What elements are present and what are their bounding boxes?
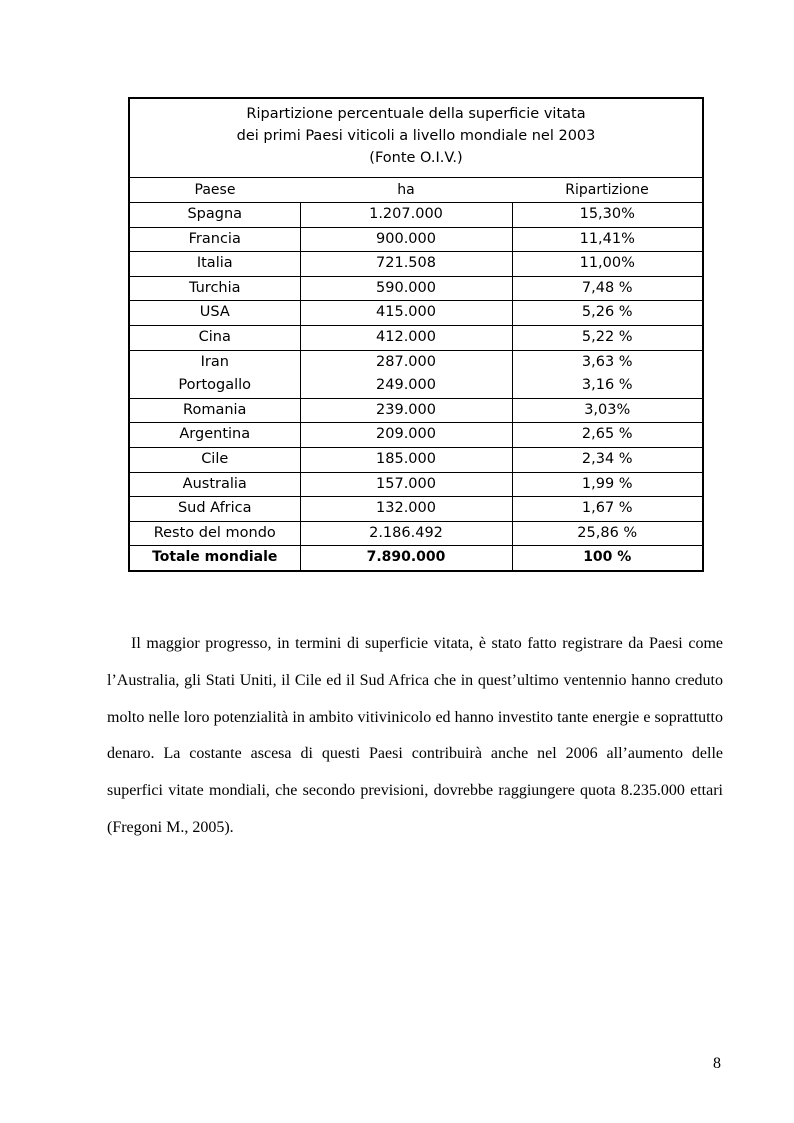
table-title [130, 99, 702, 178]
cell-paese: Spagna [130, 203, 300, 228]
table-row [130, 252, 702, 277]
cell-paese: USA [130, 301, 300, 326]
total-row [130, 546, 702, 570]
cell-ripartizione-group [512, 350, 702, 398]
cell-paese: Portogallo [178, 377, 252, 394]
cell-ha: 900.000 [300, 227, 512, 252]
cell-paese: Italia [130, 252, 300, 277]
cell-paese: Australia [130, 472, 300, 497]
cell-ripartizione: 2,65 % [512, 423, 702, 448]
body-paragraph: Il maggior progresso, in termini di superficie vitata, è stato fatto registrare da Paesi come l’Australia, gli Stati Uniti, il Cile ed il Sud Africa che in quest’ultimo ventennio hanno creduto molto nelle loro potenzialità in ambito vitivinicolo ed hanno investito tante energie e soprattutto denaro. La costante ascesa di questi Paesi contribuirà anche nel 2006 all’aumento delle superfici vitate mondiali, che secondo previsioni, dovrebbe raggiungere quota 8.235.000 ettari (Fregoni M., 2005). [107, 635, 723, 836]
table-row [130, 472, 702, 497]
table-row [130, 325, 702, 350]
cell-ripartizione: 11,41% [512, 227, 702, 252]
cell-ha: 132.000 [300, 497, 512, 522]
table-title-line-3: (Fonte O.I.V.) [369, 150, 463, 166]
cell-ripartizione: 3,16 % [581, 377, 633, 394]
cell-paese: Iran [200, 353, 229, 370]
cell-ha: 209.000 [300, 423, 512, 448]
page-number: 8 [713, 1055, 721, 1072]
cell-ripartizione: 1,99 % [512, 472, 702, 497]
cell-ripartizione: 1,67 % [512, 497, 702, 522]
cell-paese: Romania [130, 398, 300, 423]
table-row [130, 227, 702, 252]
cell-ha: 287.000 [376, 353, 436, 370]
table-row [130, 423, 702, 448]
vineyard-surface-table [128, 97, 704, 572]
cell-paese: Cina [130, 325, 300, 350]
cell-ripartizione: 25,86 % [512, 521, 702, 546]
cell-ripartizione: 7,48 % [512, 276, 702, 301]
cell-ha: 2.186.492 [300, 521, 512, 546]
total-ripartizione: 100 % [583, 549, 632, 566]
table-row [130, 398, 702, 423]
table-row [130, 497, 702, 522]
cell-ha: 721.508 [300, 252, 512, 277]
cell-ha: 412.000 [300, 325, 512, 350]
table-title-line-1: Ripartizione percentuale della superficie vitata [246, 106, 586, 122]
cell-ha: 415.000 [300, 301, 512, 326]
total-ha: 7.890.000 [300, 546, 512, 570]
header-paese: Paese [130, 178, 300, 203]
cell-paese: Cile [130, 447, 300, 472]
table-row [130, 447, 702, 472]
cell-paese: Resto del mondo [130, 521, 300, 546]
cell-ha: 239.000 [300, 398, 512, 423]
total-paese: Totale mondiale [130, 546, 300, 570]
cell-paese: Turchia [130, 276, 300, 301]
table-title-line-2: dei primi Paesi viticoli a livello mondiale nel 2003 [236, 128, 596, 144]
table-row [130, 276, 702, 301]
table-row [130, 521, 702, 546]
table-row [130, 301, 702, 326]
cell-ha: 1.207.000 [300, 203, 512, 228]
cell-paese: Sud Africa [130, 497, 300, 522]
cell-ripartizione: 3,03% [512, 398, 702, 423]
cell-paese: Argentina [130, 423, 300, 448]
cell-paese: Francia [130, 227, 300, 252]
cell-ha: 590.000 [300, 276, 512, 301]
cell-ripartizione: 2,34 % [512, 447, 702, 472]
table-row-group [130, 350, 702, 398]
cell-ripartizione: 5,26 % [512, 301, 702, 326]
table-row [130, 203, 702, 228]
header-row [130, 178, 702, 203]
cell-ripartizione: 11,00% [512, 252, 702, 277]
data-table [130, 178, 702, 570]
cell-ripartizione: 3,63 % [581, 353, 633, 370]
cell-ha: 185.000 [300, 447, 512, 472]
cell-paese-group [130, 350, 300, 398]
cell-ripartizione: 5,22 % [512, 325, 702, 350]
header-ha: ha [300, 178, 512, 203]
cell-ha: 249.000 [376, 377, 436, 394]
cell-ha: 157.000 [300, 472, 512, 497]
cell-ripartizione: 15,30% [512, 203, 702, 228]
cell-ha-group [300, 350, 512, 398]
header-ripartizione: Ripartizione [512, 178, 702, 203]
